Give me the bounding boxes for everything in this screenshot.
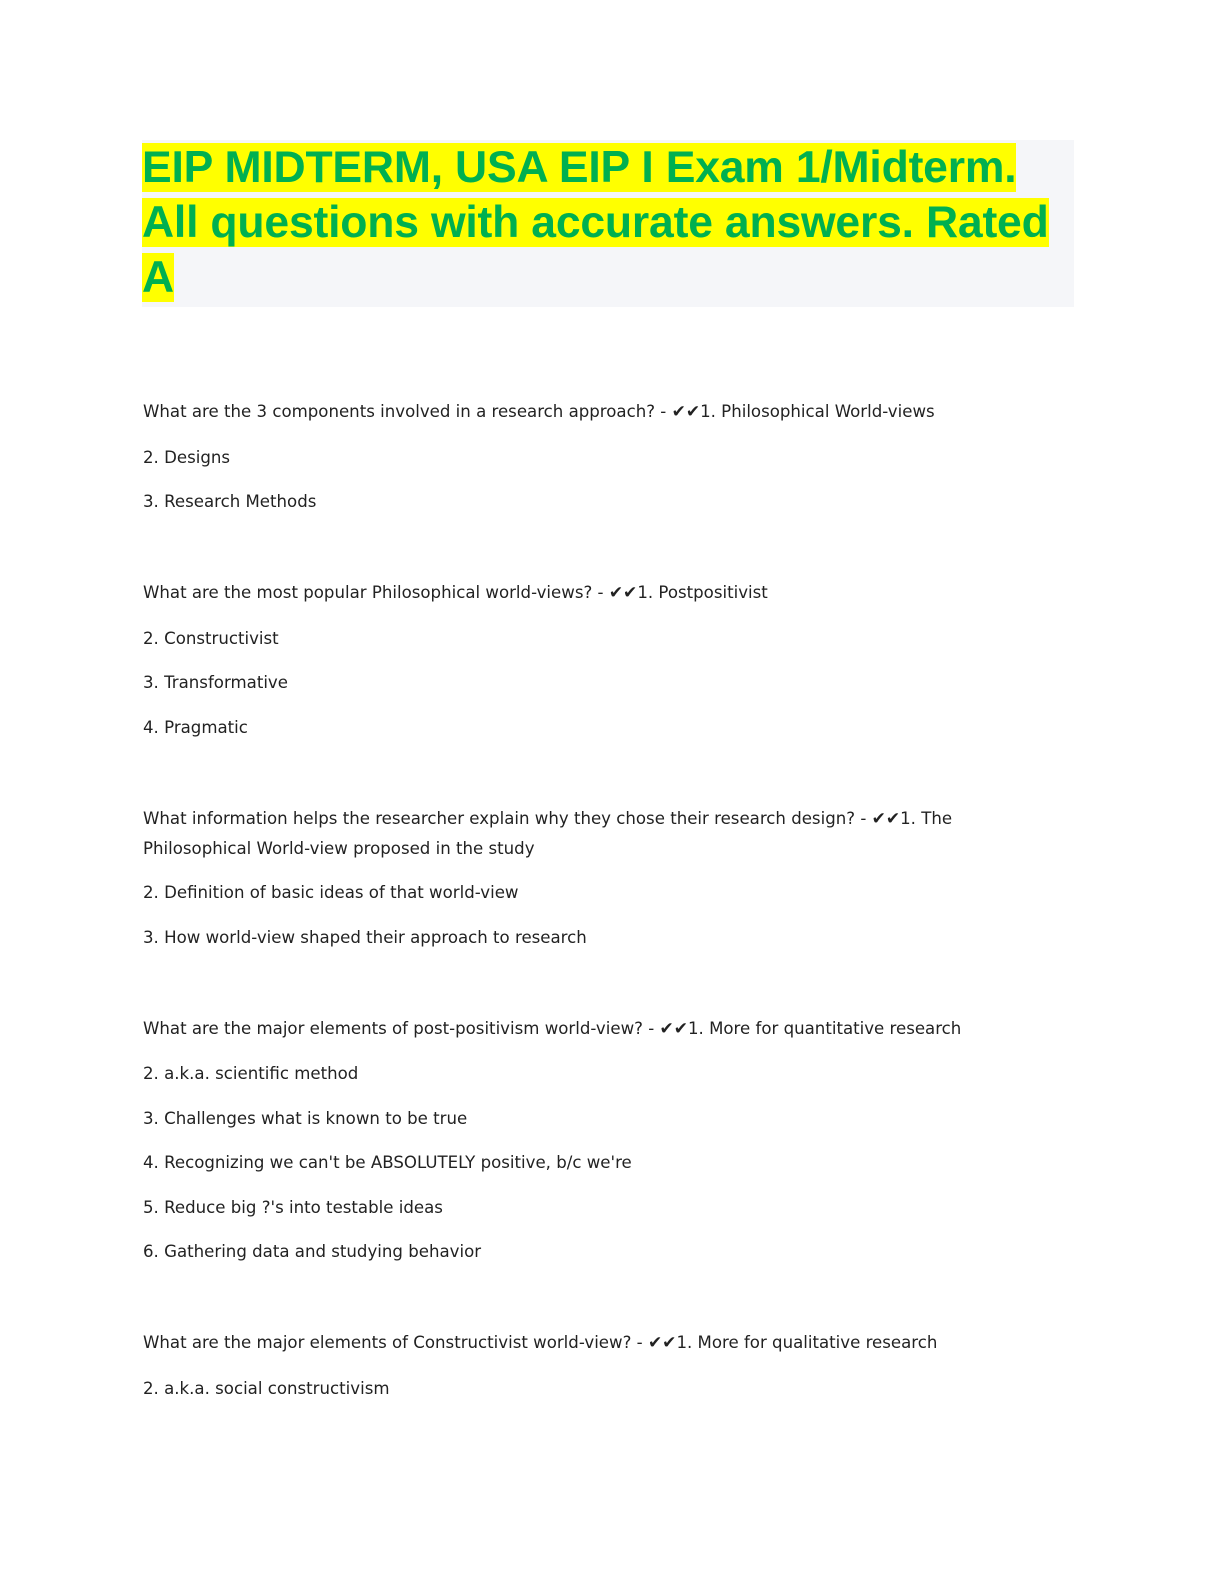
answer-line: 3. How world-view shaped their approach to research xyxy=(143,927,587,947)
question-text: What are the major elements of Constructivist world-view? - xyxy=(143,1333,648,1352)
answer-line: 5. Reduce big ?'s into testable ideas xyxy=(143,1197,443,1217)
question-text: What are the major elements of post-positivism world-view? - xyxy=(143,1018,660,1038)
qa-item xyxy=(143,397,1043,516)
answer-line: 6. Gathering data and studying behavior xyxy=(143,1242,482,1261)
answer-line: 2. a.k.a. scientific method xyxy=(143,1064,359,1083)
answer-text: 1. More for qualitative research xyxy=(676,1333,938,1352)
qa-item xyxy=(143,1328,1043,1403)
question-line xyxy=(143,1014,1043,1044)
question-text: What information helps the researcher explain why they chose their research design? - xyxy=(143,808,872,828)
answer-line: 3. Transformative xyxy=(143,673,288,692)
qa-item xyxy=(143,804,1043,952)
answer-text: 1. The Philosophical World-view proposed in the study xyxy=(143,808,953,858)
question-line xyxy=(143,578,1043,608)
answer-line: 2. a.k.a. social constructivism xyxy=(143,1378,390,1398)
question-text: What are the 3 components involved in a research approach? - xyxy=(143,402,672,421)
answer-line: 4. Pragmatic xyxy=(143,717,248,737)
qa-list xyxy=(143,397,1043,1465)
answer-line: 2. Designs xyxy=(143,447,231,467)
title-block xyxy=(142,140,1074,307)
answer-text: 1. Philosophical World-views xyxy=(700,402,935,421)
double-check-icon: ✔✔ xyxy=(647,1333,677,1353)
title-highlight: EIP MIDTERM, USA EIP I Exam 1/Midterm. All questions with accurate answers. Rated A xyxy=(142,143,1049,302)
question-line xyxy=(143,397,1043,427)
answer-line: 4. Recognizing we can't be ABSOLUTELY positive, b/c we're xyxy=(143,1153,632,1172)
double-check-icon: ✔✔ xyxy=(871,808,901,829)
question-line xyxy=(143,1328,1043,1358)
question-line xyxy=(143,804,1043,863)
answer-text: 1. More for quantitative research xyxy=(687,1018,962,1038)
answer-line: 3. Research Methods xyxy=(143,492,317,511)
answer-line: 3. Challenges what is known to be true xyxy=(143,1108,468,1128)
double-check-icon: ✔✔ xyxy=(608,583,638,603)
question-text: What are the most popular Philosophical world-views? - xyxy=(143,583,609,602)
answer-line: 2. Definition of basic ideas of that world-view xyxy=(143,883,519,902)
double-check-icon: ✔✔ xyxy=(659,1018,688,1039)
document-title xyxy=(142,140,1074,305)
qa-item xyxy=(143,578,1043,742)
answer-line: 2. Constructivist xyxy=(143,628,279,648)
double-check-icon: ✔✔ xyxy=(671,402,701,422)
answer-text: 1. Postpositivist xyxy=(637,583,768,602)
qa-item xyxy=(143,1014,1043,1267)
